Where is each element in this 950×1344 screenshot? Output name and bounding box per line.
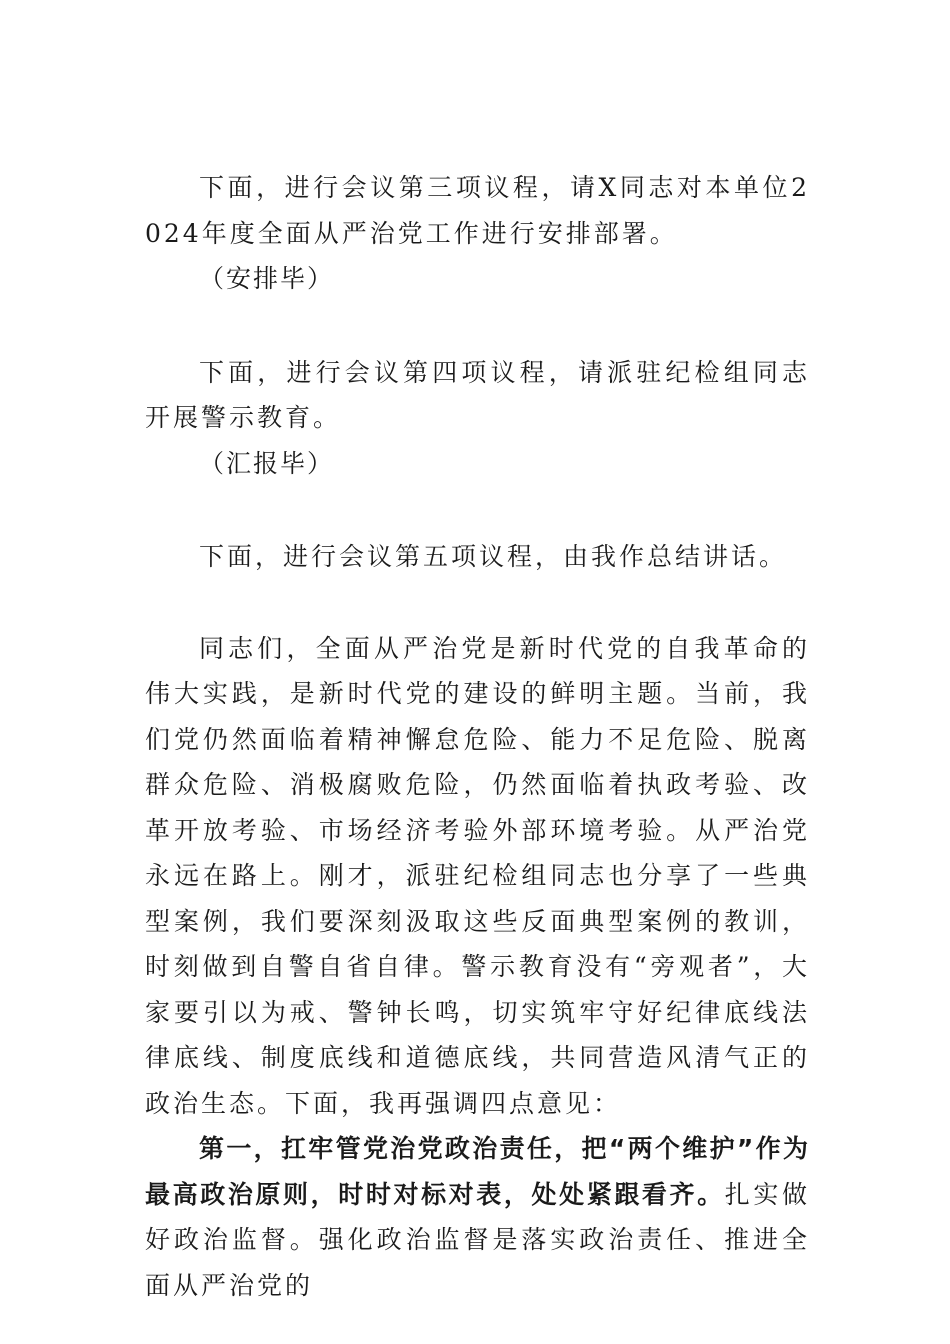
paragraph-agenda-3: 下面，进行会议第三项议程，请X同志对本单位2024年度全面从严治党工作进行安排部署。 (145, 173, 810, 248)
paragraph-speech-intro: 同志们，全面从严治党是新时代党的自我革命的伟大实践，是新时代党的建设的鲜明主题。当前，我们党仍然面临着精神懈怠危险、能力不足危险、脱离群众危险、消极腐败危险，仍然面临着执政考验、改革开放考验、市场经济考验外部环境考验。从严治党永远在路上。刚才，派驻纪检组同志也分享了一些典型案例，我们要深刻汲取这些反面典型案例的教训，时刻做到自警自省自律。警示教育没有“旁观者”，大家要引以为戒、警钟长鸣，切实筑牢守好纪律底线法律底线、制度底线和道德底线，共同营造风清气正的政治生态。下面，我再强调四点意见： (145, 633, 810, 1118)
point-one-heading: 第一，扛牢管党治党政治责任，把“两个维护”作为最高政治原则，时时对标对表，处处紧跟看齐。 (145, 1134, 810, 1209)
paragraph-agenda-4: 下面，进行会议第四项议程，请派驻纪检组同志开展警示教育。 (145, 357, 810, 432)
paragraph-agenda-5: 下面，进行会议第五项议程，由我作总结讲话。 (199, 542, 788, 571)
document-body (145, 165, 810, 1308)
spacer (145, 580, 810, 626)
spacer (145, 302, 810, 350)
paragraph-point-one (145, 1126, 810, 1308)
note-report-done: （汇报毕） (199, 448, 335, 478)
note-arrangement-done: （安排毕） (199, 264, 335, 293)
spacer (145, 486, 810, 534)
point-one-body: 扎实做好政治监督。强化政治监督是落实政治责任、推进全面从严治党的 (145, 1179, 810, 1300)
